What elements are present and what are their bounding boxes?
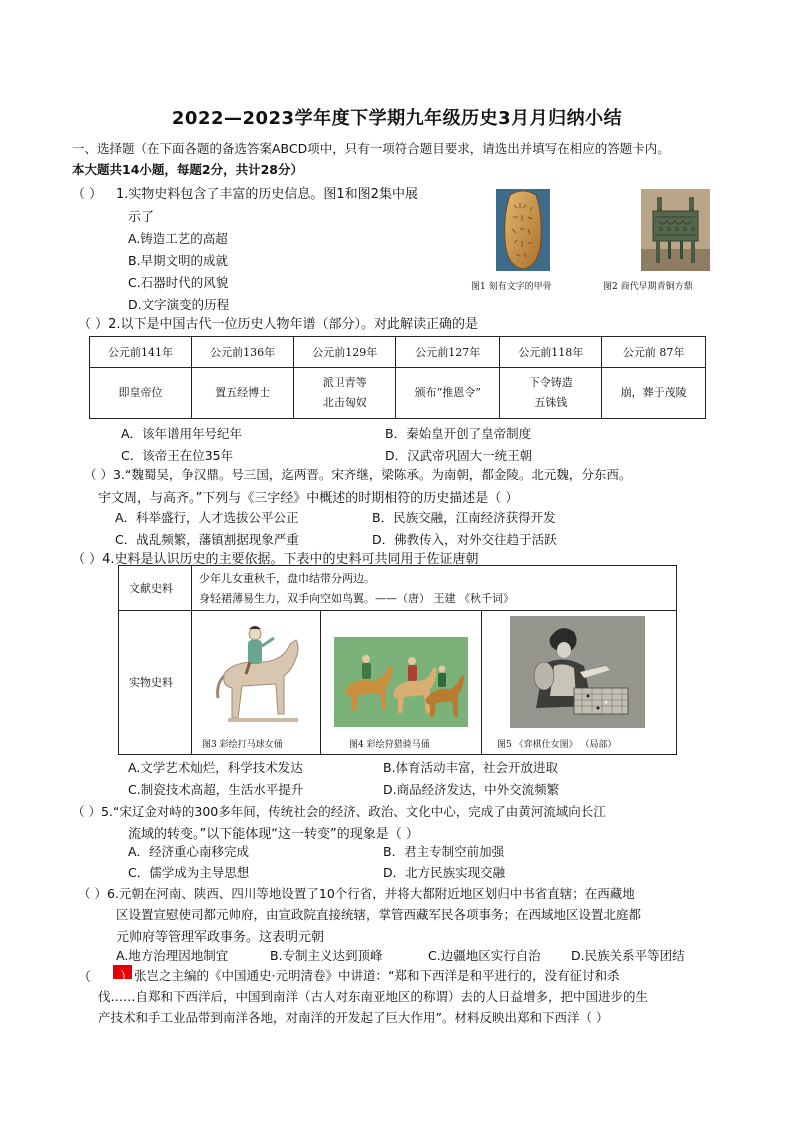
year-cell: 公元前118年 [500, 337, 602, 368]
q7-number: ）7 [120, 970, 142, 985]
section-scoring: 本大题共14小题，每题2分，共计28分） [72, 162, 303, 177]
q4-option-d: D.商品经济发达，中外交流频繁 [383, 782, 560, 797]
event-text: 北击匈奴 [322, 396, 367, 409]
year-cell: 公元前127年 [396, 337, 500, 368]
label-documentary: 文献史料 [129, 582, 173, 595]
q1-stem-line2: 示了 [128, 210, 155, 225]
year-cell: 公元前 87年 [602, 337, 706, 368]
section-instructions: 一、选择题（在下面各题的备选答案ABCD项中，只有一项符合题目要求，请选出并填写在相应的答题卡内。 [72, 141, 670, 156]
q6-option-a: A.地方治理因地制宜 [116, 948, 229, 963]
q3-option-d: D．佛教传入，对外交往趋于活跃 [372, 532, 557, 547]
q1-option-c: C.石器时代的风貌 [128, 275, 229, 290]
fig3-caption: 图3 彩绘打马球女俑 [202, 740, 283, 750]
q2-option-c: C．该帝王在位35年 [121, 448, 234, 463]
event-text: 颁布“推恩令” [414, 386, 481, 399]
q4-option-c: C.制瓷技术高超，生活水平提升 [128, 782, 304, 797]
q7-answer-paren: （ [78, 970, 92, 985]
year-cell: 公元前141年 [90, 337, 192, 368]
q2-option-a: A．该年谱用年号纪年 [121, 426, 243, 441]
event-cell [602, 368, 706, 419]
q7-stem-line1: 张岂之主编的《中国通史·元明清卷》中讲道：“郑和下西洋是和平进行的，没有征讨和杀 [134, 968, 620, 983]
chronology-table [89, 336, 706, 419]
fig1-caption: 图1 刻有文字的甲骨 [471, 282, 552, 292]
table-row [90, 337, 706, 368]
polo-figurine-image [204, 614, 308, 732]
table-row [90, 368, 706, 419]
weiqi-lady-painting-image [510, 616, 645, 728]
fig2-caption: 图2 商代早期青铜方鼎 [603, 282, 693, 292]
q5-option-a: A．经济重心南移完成 [128, 844, 250, 859]
year-cell: 公元前136年 [192, 337, 294, 368]
q6-stem-line1: （ ）6.元朝在河南、陕西、四川等地设置了10个行省，并将大都附近地区划归中书省直辖；在西藏地 [78, 886, 635, 901]
q6-stem-line2: 区设置宣慰使司都元帅府，由宣政院直接统辖，掌管西藏军民各项事务；在西域地区设置北庭都 [116, 907, 642, 922]
fig4-cell [320, 610, 482, 754]
q2-option-d: D．汉武帝巩固大一统王朝 [385, 448, 533, 463]
bronze-ding-image [641, 189, 710, 271]
hunting-figurines-image [334, 637, 468, 727]
fig5-caption: 图5 《弈棋仕女图》 （局部） [497, 740, 617, 750]
event-cell [294, 368, 396, 419]
event-cell [396, 368, 500, 419]
event-cell [90, 368, 192, 419]
q6-option-b: B.专制主义达到顶峰 [270, 948, 383, 963]
q7-stem-line2: 伐……自郑和下西洋后，中国到南洋（古人对东南亚地区的称谓）去的人日益增多，把中国进步的生 [98, 989, 649, 1004]
q4-option-a: A.文学艺术灿烂，科学技术发达 [128, 760, 303, 775]
q3-option-c: C．战乱频繁，藩镇割据现象严重 [115, 532, 299, 547]
event-cell [192, 368, 294, 419]
q6-option-d: D.民族关系平等团结 [571, 948, 685, 963]
q5-option-b: B．君主专制空前加强 [383, 844, 505, 859]
q1-option-a: A.铸造工艺的高超 [128, 231, 228, 246]
q1-option-b: B.早期文明的成就 [128, 253, 229, 268]
fig4-caption: 图4 彩绘狩猎骑马俑 [349, 740, 430, 750]
q3-stem-line1: （ ）3.“魏蜀吴，争汉鼎。号三国，迄两晋。宋齐继，梁陈承。为南朝，都金陵。北元魏，分东西。 [84, 467, 632, 482]
event-text: 下令铸造 [528, 376, 573, 389]
source-table [118, 565, 677, 755]
q1-option-d: D.文字演变的历程 [128, 297, 230, 312]
q7-stem-line3: 产技术和手工业品带到南洋各地，对南洋的开发起了巨大作用”。材料反映出郑和下西洋（ ） [98, 1010, 609, 1025]
q3-stem-line2: 宇文周，与高齐。”下列与《三字经》中概述的时期相符的历史描述是（ ） [98, 491, 519, 506]
page-title: 2022—2023学年度下学期九年级历史3月月归纳小结 [171, 108, 623, 129]
event-text: 即皇帝位 [118, 386, 163, 399]
q3-option-b: B．民族交融，江南经济获得开发 [372, 510, 556, 525]
event-text: 五铢钱 [534, 396, 568, 409]
fig5-cell [481, 610, 676, 754]
q4-option-b: B.体育活动丰富，社会开放进取 [383, 760, 559, 775]
q1-answer-paren: （ ） [72, 187, 103, 202]
fig3-cell [192, 610, 320, 754]
event-text: 崩，葬于茂陵 [620, 386, 687, 399]
q3-option-a: A．科举盛行，人才选拔公平公正 [115, 510, 299, 525]
q5-option-c: C．儒学成为主导思想 [128, 865, 250, 880]
q6-stem-line3: 元帅府等管理军政事务。这表明元朝 [116, 930, 325, 945]
event-text: 置五经博士 [215, 386, 271, 399]
q2-stem: （ ）2.以下是中国古代一位历史人物年谱（部分）。对此解读正确的是 [78, 317, 479, 332]
q5-stem-line2: 流域的转变。”以下能体现“这一转变”的现象是（ ） [128, 827, 419, 842]
oracle-bone-image [496, 189, 550, 271]
year-cell: 公元前129年 [294, 337, 396, 368]
q5-option-d: D．北方民族实现交融 [383, 865, 506, 880]
q1-stem-line1: 1.实物史料包含了丰富的历史信息。图1和图2集中展 [116, 187, 418, 202]
q5-stem-line1: （ ）5.“宋辽金对峙的300多年间，传统社会的经济、政治、文化中心，完成了由黄河流域向长江 [72, 804, 606, 819]
q2-option-b: B．秦始皇开创了皇帝制度 [385, 426, 532, 441]
q6-option-c: C.边疆地区实行自治 [428, 948, 541, 963]
poem-line1: 少年儿女重秋千，盘巾结带分两边。 [199, 572, 375, 585]
event-text: 派卫青等 [322, 376, 367, 389]
poem-line2: 身轻裙薄易生力，双手向空如鸟翼。——（唐） 王建 《秋千词》 [199, 592, 514, 605]
label-physical: 实物史料 [129, 676, 173, 689]
event-cell [500, 368, 602, 419]
q4-stem: （ ）4.史料是认识历史的主要依据。下表中的史料可共同用于佐证唐朝 [72, 552, 479, 567]
